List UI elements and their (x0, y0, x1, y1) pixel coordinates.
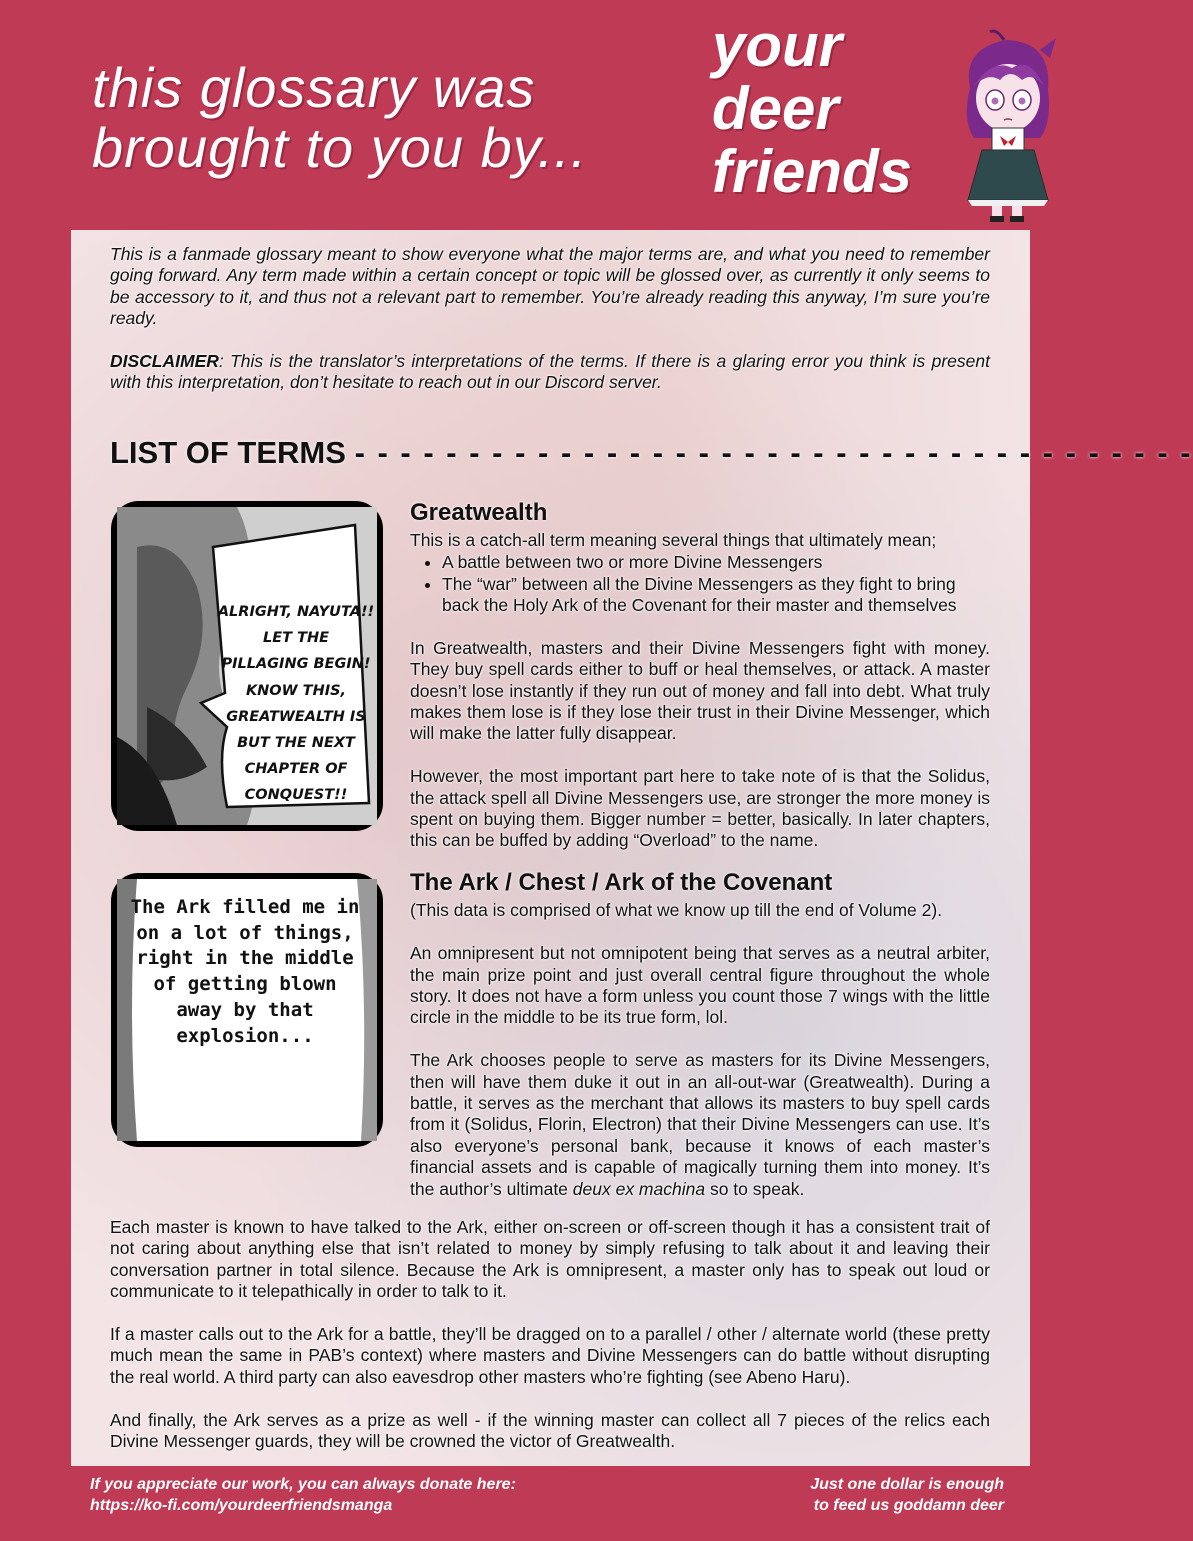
footer-donate (90, 1474, 516, 1516)
brand-line-2: deer (712, 75, 839, 142)
list-title-dashes: - - - - - - - - - - - - - - - - - - - - - - - - - - - - - - - - - - - - - (354, 435, 1193, 470)
term-emphasis: deux ex machina (572, 1178, 706, 1199)
term-ark-continued (110, 1217, 990, 1474)
term-title: The Ark / Chest / Ark of the Covenant (410, 869, 833, 896)
footer-note-line-2: to feed us goddamn deer (813, 1497, 1004, 1514)
term-text: so to speak. (705, 1178, 805, 1199)
term-title: Greatwealth (410, 499, 548, 526)
intro-paragraph: This is a fanmade glossary meant to show everyone what the major terms are, and what you need to remember going forward. Any term made within a certain concept or topic will be glossed over, as currently it only seems to be accessory to it, and thus not a relevant part to remember. You’re already reading this anyway, I’m sure you’re ready. (110, 244, 990, 329)
term-paragraph: In Greatwealth, masters and their Divine Messengers fight with money. They buy spell cards either to buff or heal themselves, or attack. A master doesn’t lose instantly if they run out of money and fall into debt. What truly makes them lose is if they lose their trust in their Divine Messenger, which will make the latter fully disappear. (410, 637, 990, 744)
donation-link[interactable]: https://ko-fi.com/yourdeerfriendsmanga (90, 1497, 393, 1514)
header-line-2: brought to you by... (92, 116, 588, 179)
term-paragraph: And finally, the Ark serves as a prize as well - if the winning master can collect all 7 pieces of the relics each Divine Messenger guards, they will be crowned the victor of Greatwealth. (110, 1409, 990, 1452)
term-ark (410, 869, 990, 1221)
footer-note-line-1: Just one dollar is enough (810, 1476, 1004, 1493)
brand-line-3: friends (712, 138, 913, 205)
header-line-1: this glossary was (92, 56, 536, 119)
footer-note (810, 1474, 1004, 1516)
manga-panel-greatwealth (111, 501, 383, 831)
list-of-terms-heading (110, 435, 1193, 475)
term-note: (This data is comprised of what we know up till the end of Volume 2). (410, 900, 943, 921)
term-text: The Ark chooses people to serve as masters for its Divine Messengers, then will have them duke it out in an all-out-war (Greatwealth). During a battle, it serves as the merchant that allows its masters to buy spell cards from it (Solidus, Florin, Electron) that their Divine Messengers can use. It’s also everyone’s personal bank, because it knows of each master’s financial assets and is capable of magically turning them into money. It’s the author’s ultimate (410, 1050, 990, 1199)
footer-donate-text: If you appreciate our work, you can always donate here: (90, 1476, 516, 1493)
term-paragraph: Each master is known to have talked to the Ark, either on-screen or off-screen though it has a consistent trait of not caring about anything else that isn’t related to money by simply refusing to talk about it and leaving their conversation partner in total silence. Because the Ark is omnipresent, a master only has to speak out loud or communicate to it telepathically in order to talk to it. (110, 1217, 990, 1302)
manga-speech-1: ALRIGHT, NAYUTA!! LET THE PILLAGING BEGIN! KNOW THIS, GREATWEALTH IS BUT THE NEXT CHAPTER OF CONQUEST!! (217, 604, 375, 804)
term-greatwealth (410, 499, 990, 873)
manga-panel-ark (111, 873, 383, 1147)
term-paragraph: However, the most important part here to take note of is that the Solidus, the attack spell all Divine Messengers use, are stronger the more money is spent on buying them. Bigger number = better, basically. In later chapters, this can be buffed by adding “Overload” to the name. (410, 766, 990, 851)
term-bullet-list (410, 552, 990, 616)
list-item: • The “war” between all the Divine Messengers as they fight to bring back the Holy Ark of the Covenant for their master and themselves (442, 574, 990, 617)
disclaimer (110, 351, 990, 394)
disclaimer-label: DISCLAIMER (110, 350, 219, 371)
mascot-illustration (952, 28, 1062, 223)
term-intro: This is a catch-all term meaning several things that ultimately mean; (410, 530, 937, 551)
header-tagline (92, 58, 587, 178)
brand-name (712, 14, 912, 203)
term-paragraph: If a master calls out to the Ark for a battle, they’ll be dragged on to a parallel / other / alternate world (these pretty much mean the same in PAB’s context) where masters and Divine Messengers can do battle without disrupting the real world. A third party can also eavesdrop other masters who’re fighting (see Abeno Haru). (110, 1324, 990, 1387)
list-title-text: LIST OF TERMS (110, 435, 346, 470)
brand-line-1: your (712, 12, 843, 79)
list-item: • A battle between two or more Divine Messengers (442, 552, 990, 573)
term-paragraph: An omnipresent but not omnipotent being that serves as a neutral arbiter, the main prize point and just overall central figure throughout the whole story. It does not have a form unless you count those 7 wings with the little circle in the middle to be its true form, lol. (410, 943, 990, 1028)
term-paragraph (410, 1050, 990, 1200)
disclaimer-text: : This is the translator’s interpretations of the terms. If there is a glaring error you think is present with this interpretation, don’t hesitate to reach out in our Discord server. (110, 350, 990, 393)
glossary-panel (71, 230, 1193, 1466)
manga-speech-2: The Ark filled me in on a lot of things, right in the middle of getting blown away by that explosion... (130, 896, 360, 1047)
intro-block (110, 244, 990, 414)
